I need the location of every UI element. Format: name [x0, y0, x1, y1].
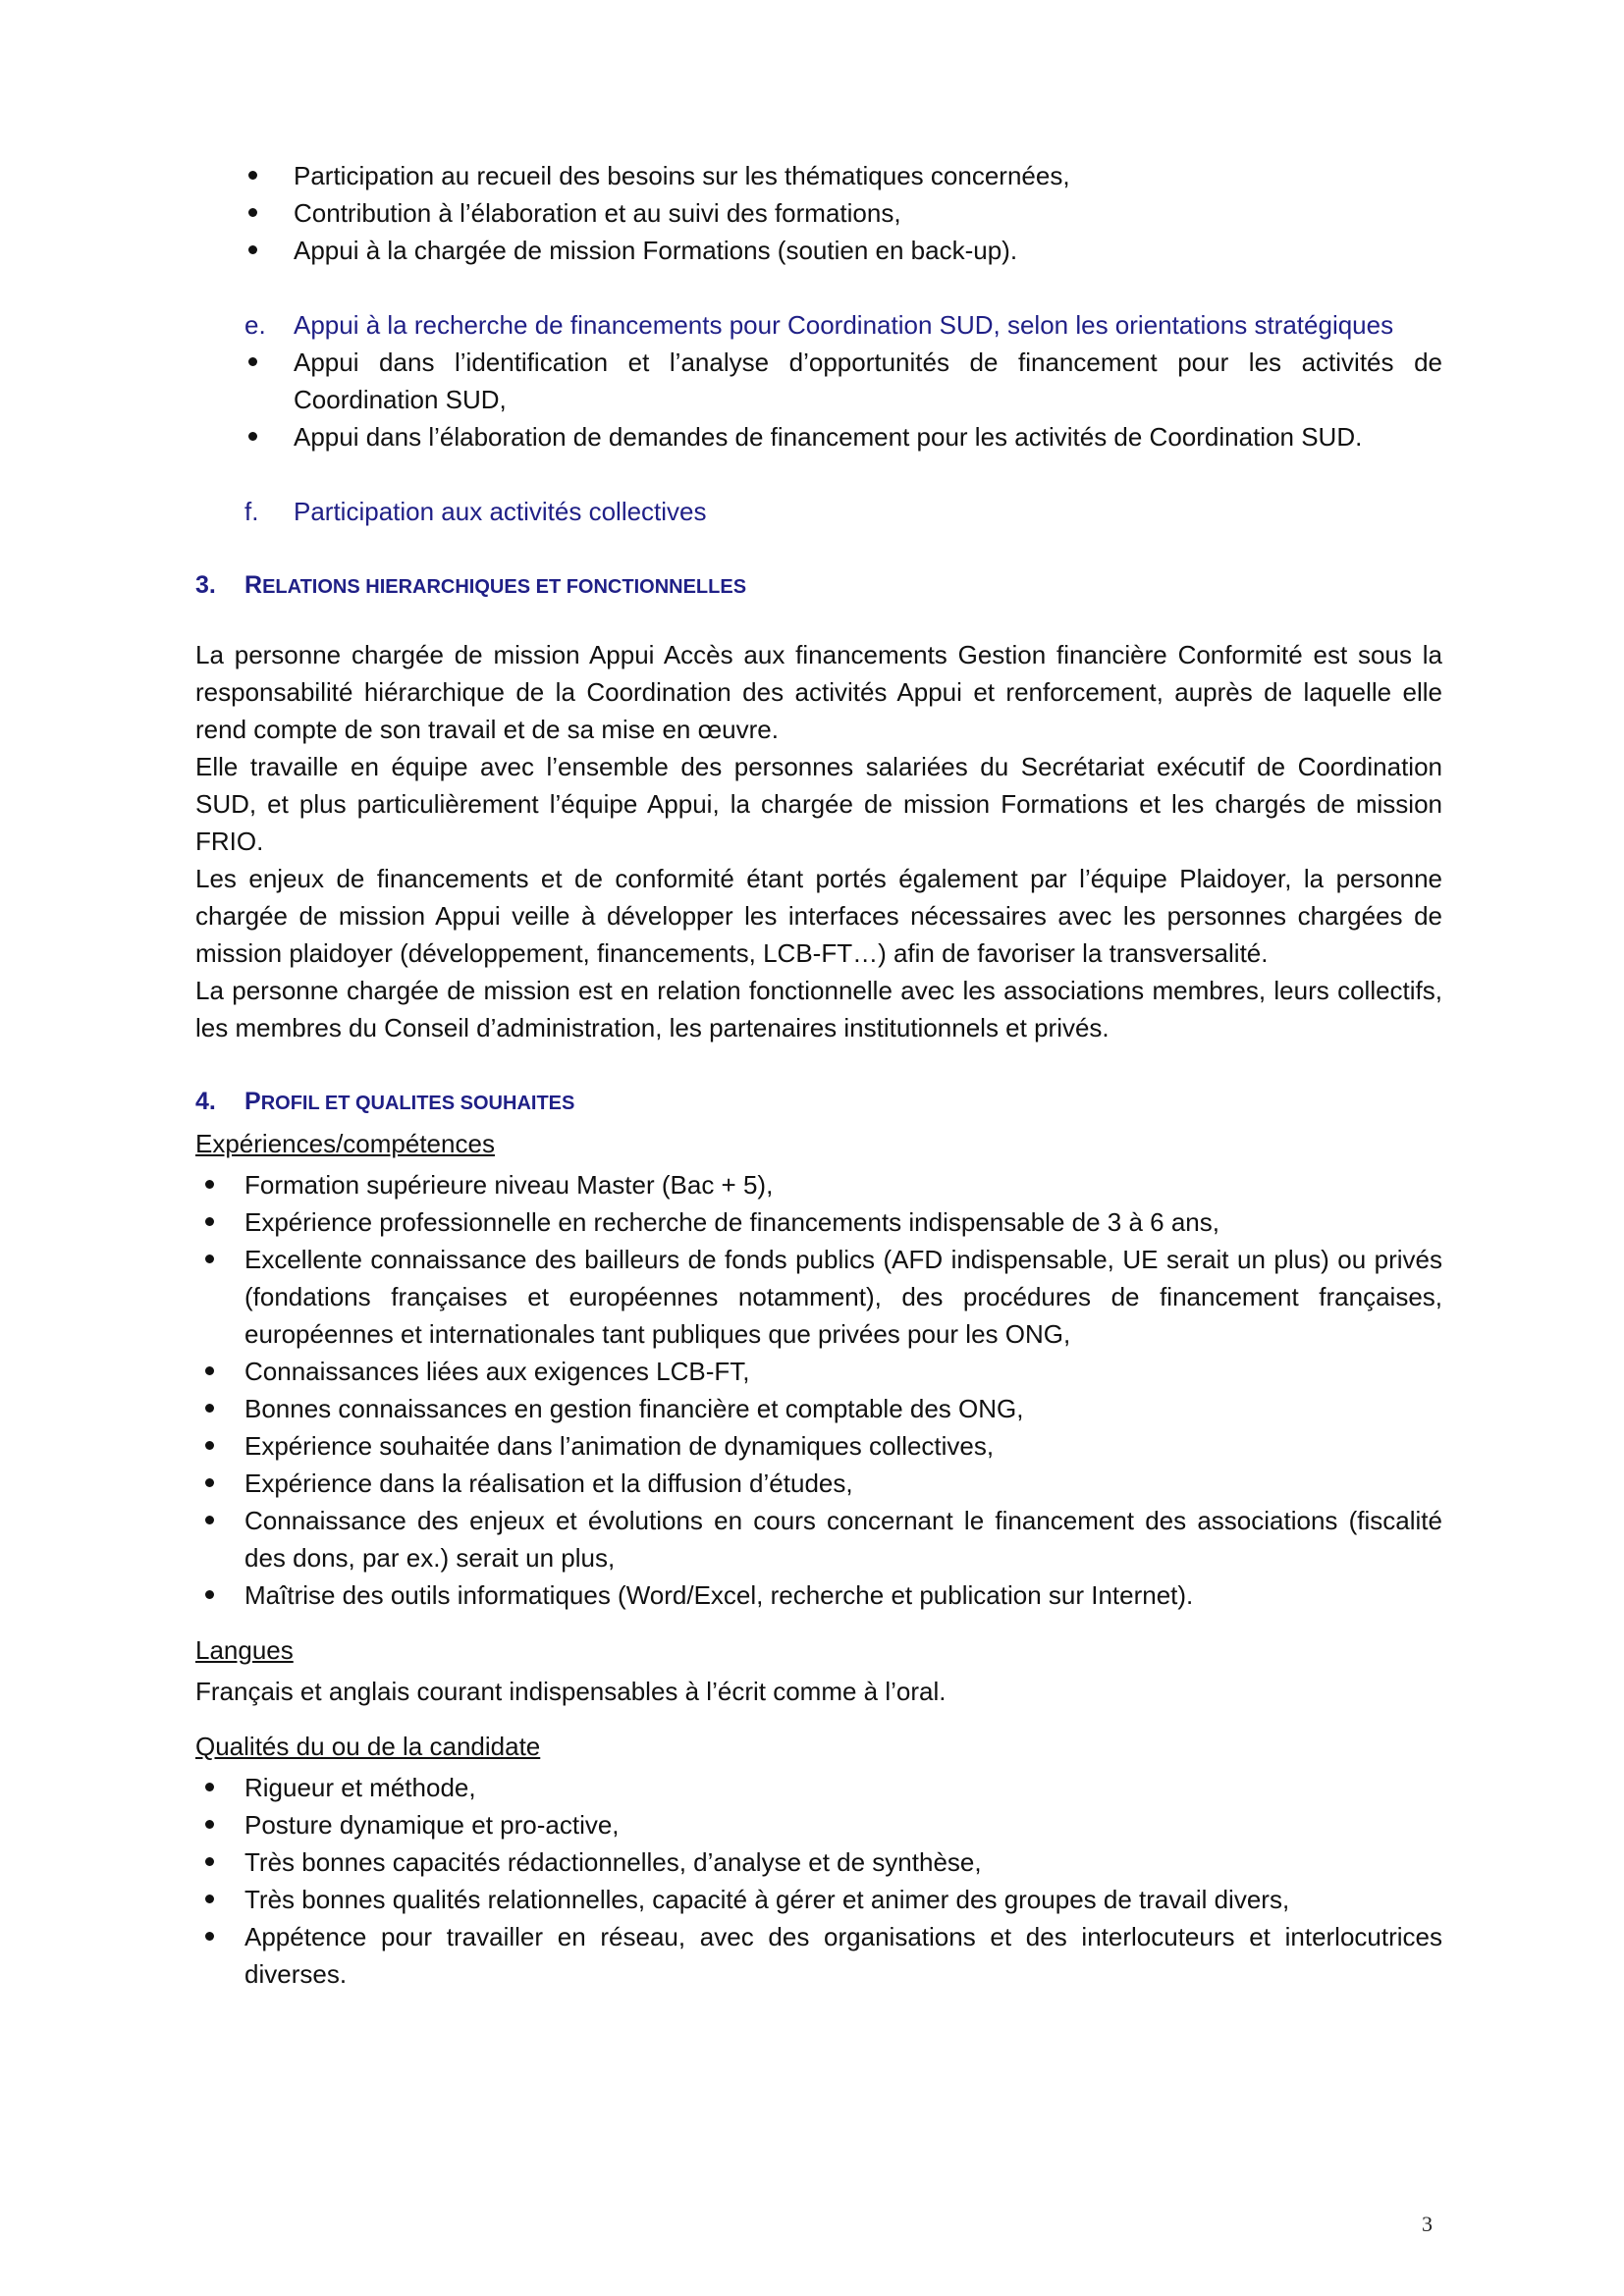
list-item: Rigueur et méthode, [195, 1769, 1442, 1806]
section-3-heading [195, 567, 1442, 605]
paragraph: Les enjeux de financements et de conformité étant portés également par l’équipe Plaidoyer, la personne chargée de mission Appui veille à développer les interfaces nécessaires avec les personnes chargées de mission plaidoyer (développement, financements, LCB-FT…) afin de favoriser la transversalité. [195, 864, 1442, 968]
list-item: Contribution à l’élaboration et au suivi des formations, [195, 194, 1442, 232]
list-item: Bonnes connaissances en gestion financière et comptable des ONG, [195, 1390, 1442, 1427]
page-number: 3 [1422, 2212, 1433, 2236]
experiences-heading: Expériences/compétences [195, 1129, 495, 1158]
list-item: Appui à la chargée de mission Formations (soutien en back-up). [195, 232, 1442, 269]
section-number: 3. [195, 571, 216, 599]
langues-heading: Langues [195, 1635, 294, 1665]
list-item: Appui dans l’élaboration de demandes de financement pour les activités de Coordination SUD. [195, 418, 1442, 455]
section-number: 4. [195, 1088, 216, 1115]
qualites-list [195, 1769, 1442, 1993]
list-item: Appétence pour travailler en réseau, avec des organisations et des interlocuteurs et interlocutrices diverses. [195, 1918, 1442, 1993]
list-item: Excellente connaissance des bailleurs de fonds publics (AFD indispensable, UE serait un plus) ou privés (fondations françaises et européennes notamment), des procédures de financement françaises, européennes et internationales tant publiques que privées pour les ONG, [195, 1241, 1442, 1353]
qualites-heading: Qualités du ou de la candidate [195, 1732, 541, 1761]
subsection-f-heading [195, 493, 1442, 530]
subsection-title: Appui à la recherche de financements pour Coordination SUD, selon les orientations stratégiques [294, 310, 1394, 340]
subsection-letter: e. [244, 310, 266, 340]
list-item: Maîtrise des outils informatiques (Word/Excel, recherche et publication sur Internet). [195, 1576, 1442, 1614]
page-content [195, 157, 1442, 1993]
section-title-rest: ROFIL ET QUALITES SOUHAITES [260, 1093, 575, 1114]
experiences-list [195, 1166, 1442, 1614]
list-item: Expérience dans la réalisation et la diffusion d’études, [195, 1465, 1442, 1502]
top-bullet-list [195, 157, 1442, 269]
list-item: Participation au recueil des besoins sur les thématiques concernées, [195, 157, 1442, 194]
section-title-rest: ELATIONS HIERARCHIQUES ET FONCTIONNELLES [262, 576, 747, 598]
list-item: Connaissances liées aux exigences LCB-FT, [195, 1353, 1442, 1390]
section-4-heading [195, 1084, 1442, 1121]
list-item: Posture dynamique et pro-active, [195, 1806, 1442, 1843]
section-title-initial: P [244, 1088, 261, 1115]
list-item: Expérience professionnelle en recherche de financements indispensable de 3 à 6 ans, [195, 1203, 1442, 1241]
paragraph: Elle travaille en équipe avec l’ensemble des personnes salariées du Secrétariat exécutif de Coordination SUD, et plus particulièrement l’équipe Appui, la chargée de mission Formations et les chargés de mission FRIO. [195, 752, 1442, 856]
list-item: Très bonnes qualités relationnelles, capacité à gérer et animer des groupes de travail divers, [195, 1881, 1442, 1918]
subsection-title: Participation aux activités collectives [294, 497, 707, 526]
langues-text: Français et anglais courant indispensables à l’écrit comme à l’oral. [195, 1677, 947, 1706]
list-item: Appui dans l’identification et l’analyse d’opportunités de financement pour les activités de Coordination SUD, [195, 344, 1442, 418]
subsection-letter: f. [244, 497, 259, 526]
list-item: Connaissance des enjeux et évolutions en cours concernant le financement des associations (fiscalité des dons, par ex.) serait un plus, [195, 1502, 1442, 1576]
paragraph: La personne chargée de mission est en relation fonctionnelle avec les associations membres, leurs collectifs, les membres du Conseil d’administration, les partenaires institutionnels et privés. [195, 976, 1442, 1042]
list-item: Très bonnes capacités rédactionnelles, d’analyse et de synthèse, [195, 1843, 1442, 1881]
list-item: Formation supérieure niveau Master (Bac + 5), [195, 1166, 1442, 1203]
list-item: Expérience souhaitée dans l’animation de dynamiques collectives, [195, 1427, 1442, 1465]
subsection-e-bullet-list [195, 344, 1442, 455]
subsection-e-heading [195, 306, 1442, 344]
paragraph: La personne chargée de mission Appui Accès aux financements Gestion financière Conformité est sous la responsabilité hiérarchique de la Coordination des activités Appui et renforcement, auprès de laquelle elle rend compte de son travail et de sa mise en œuvre. [195, 640, 1442, 744]
section-title-initial: R [244, 571, 263, 599]
